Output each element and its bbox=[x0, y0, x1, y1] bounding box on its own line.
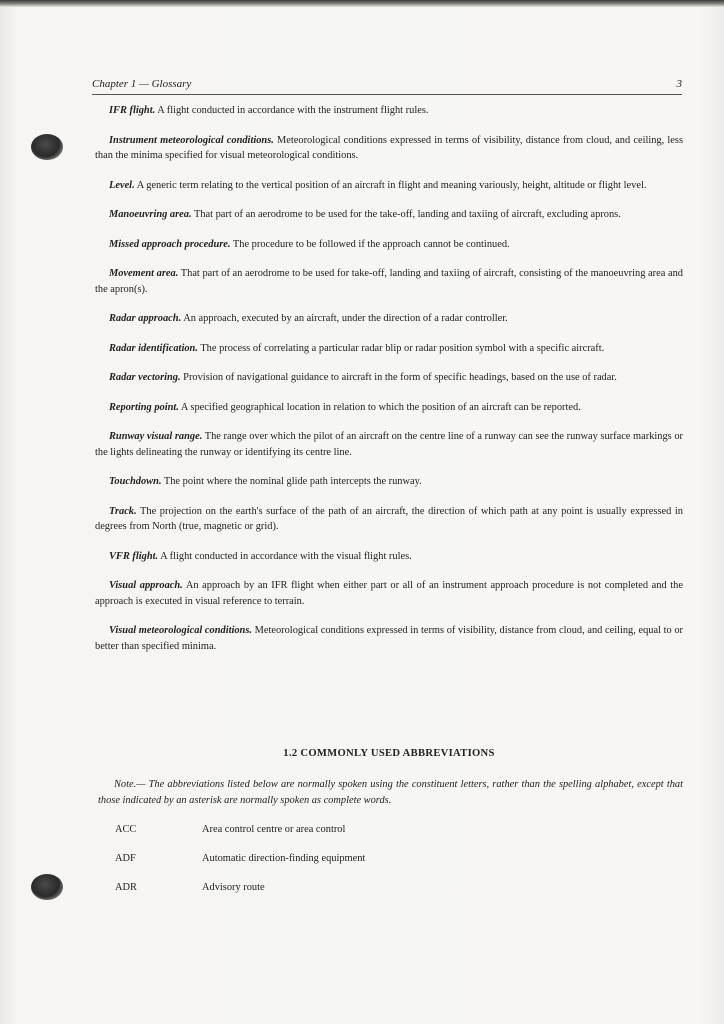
definition-text: An approach by an IFR flight when either part or all of an instrument approach procedure is not completed and the approach is executed in visual reference to terrain. bbox=[95, 580, 683, 607]
definition-text: The point where the nominal glide path intercepts the runway. bbox=[161, 476, 422, 487]
definition-entry bbox=[95, 549, 683, 565]
definition-term: Instrument meteorological conditions. bbox=[109, 134, 274, 146]
abbreviation-meaning: Automatic direction-finding equipment bbox=[202, 853, 366, 864]
definition-term: VFR flight. bbox=[109, 550, 159, 562]
definition-term: Radar identification. bbox=[109, 342, 198, 354]
definition-term: Radar approach. bbox=[109, 313, 182, 324]
definition-entry bbox=[95, 578, 683, 609]
definition-term: Track. bbox=[109, 505, 137, 517]
definition-term: Movement area. bbox=[109, 268, 179, 279]
definition-text: A specified geographical location in relation to which the position of an aircraft can be reported. bbox=[178, 401, 581, 413]
definition-term: Missed approach procedure. bbox=[109, 238, 231, 250]
definition-term: Manoeuvring area. bbox=[109, 209, 192, 220]
definition-term: Touchdown. bbox=[109, 476, 162, 487]
definition-entry bbox=[95, 400, 683, 416]
page-number: 3 bbox=[676, 78, 682, 90]
definition-term: Radar vectoring. bbox=[109, 372, 181, 383]
definition-text: Provision of navigational guidance to aircraft in the form of specific headings, based on the use of radar. bbox=[180, 372, 617, 383]
abbreviation-row bbox=[115, 824, 615, 840]
definition-text: Meteorological conditions expressed in terms of visibility, distance from cloud, and ceiling, less than the minima specified for visual meteorological conditions. bbox=[95, 134, 683, 161]
definition-term: Runway visual range. bbox=[109, 431, 203, 442]
definition-text: A flight conducted in accordance with the visual flight rules. bbox=[158, 550, 412, 562]
definition-term: Visual meteorological conditions. bbox=[109, 625, 252, 636]
definition-entry bbox=[95, 474, 683, 490]
abbreviation-meaning: Advisory route bbox=[202, 882, 265, 893]
definition-entry bbox=[95, 370, 683, 386]
definition-entry bbox=[95, 311, 683, 327]
running-header bbox=[92, 78, 682, 95]
abbreviations-note: Note.— The abbreviations listed below are normally spoken using the constituent letters, rather than the spelling alphabet, except that those indicated by an asterisk are normally spoken as complete words. bbox=[98, 779, 683, 806]
definition-text: A generic term relating to the vertical position of an aircraft in flight and meaning variously, height, altitude or flight level. bbox=[134, 179, 647, 191]
definition-text: The range over which the pilot of an aircraft on the centre line of a runway can see the runway surface markings or the lights delineating the runway or identifying its centre line. bbox=[95, 431, 683, 458]
definition-entry bbox=[95, 103, 683, 119]
definition-term: Level. bbox=[109, 179, 135, 191]
definition-term: Reporting point. bbox=[109, 401, 179, 413]
definition-text: Meteorological conditions expressed in terms of visibility, distance from cloud, and ceiling, equal to or better than specified minima. bbox=[95, 625, 683, 652]
glossary-definitions bbox=[95, 103, 683, 654]
definition-text: The projection on the earth's surface of the path of an aircraft, the direction of which path at any point is usually expressed in degrees from North (true, magnetic or grid). bbox=[95, 505, 683, 532]
definition-entry bbox=[95, 266, 683, 297]
chapter-title: Chapter 1 — Glossary bbox=[92, 78, 192, 90]
abbreviation-row bbox=[115, 882, 615, 898]
abbreviation-code: ADR bbox=[115, 882, 137, 893]
abbreviation-code: ADF bbox=[115, 853, 136, 864]
definition-text: A flight conducted in accordance with the instrument flight rules. bbox=[155, 105, 429, 116]
definition-entry bbox=[95, 133, 683, 164]
definition-entry bbox=[95, 429, 683, 460]
definition-entry bbox=[95, 237, 683, 253]
definition-entry bbox=[95, 207, 683, 223]
definition-entry bbox=[95, 178, 683, 194]
punch-hole-icon bbox=[31, 134, 63, 160]
section-heading: 1.2 COMMONLY USED ABBREVIATIONS bbox=[283, 748, 495, 759]
definition-term: IFR flight. bbox=[109, 105, 156, 116]
scan-edge bbox=[0, 0, 724, 7]
punch-hole-icon bbox=[31, 874, 63, 900]
definition-text: That part of an aerodrome to be used for take-off, landing and taxiing of aircraft, consisting of the manoeuvring area and the apron(s). bbox=[95, 268, 683, 295]
definition-entry bbox=[95, 341, 683, 357]
definition-entry bbox=[95, 623, 683, 654]
definition-term: Visual approach. bbox=[109, 580, 183, 591]
definition-text: An approach, executed by an aircraft, under the direction of a radar controller. bbox=[181, 313, 508, 324]
abbreviation-code: ACC bbox=[115, 824, 137, 835]
definition-text: The procedure to be followed if the approach cannot be continued. bbox=[230, 238, 510, 250]
abbreviation-row bbox=[115, 853, 615, 869]
definition-entry bbox=[95, 504, 683, 535]
definition-text: That part of an aerodrome to be used for the take-off, landing and taxiing of aircraft, excluding aprons. bbox=[191, 209, 621, 220]
abbreviation-meaning: Area control centre or area control bbox=[202, 824, 346, 835]
definition-text: The process of correlating a particular radar blip or radar position symbol with a specific aircraft. bbox=[197, 342, 605, 354]
